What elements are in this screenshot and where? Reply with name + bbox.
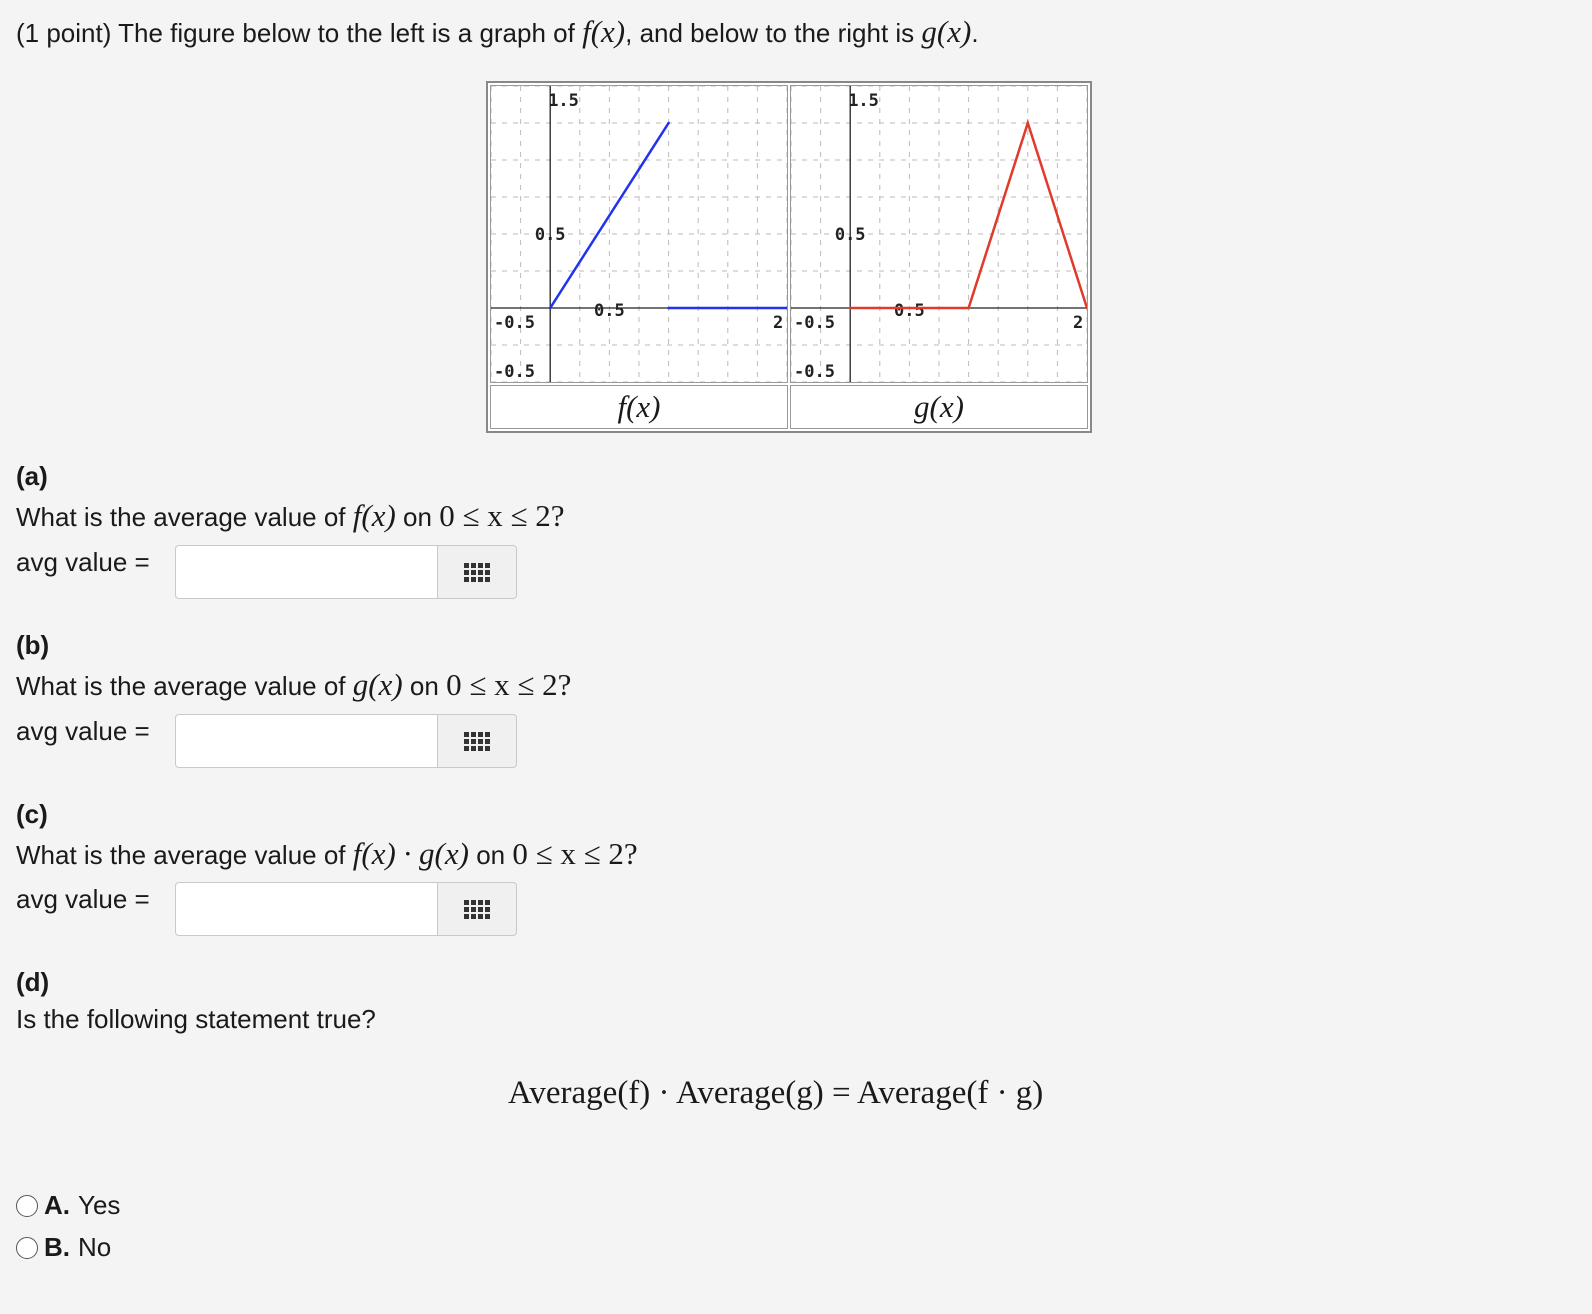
part-c-keypad-button[interactable]: [437, 882, 517, 936]
intro-middle: , and below to the right is: [625, 18, 915, 48]
f-tick-x-0-5: 0.5: [594, 301, 625, 321]
part-a-answer-input[interactable]: [175, 545, 437, 599]
g-tick-y-neg-0-5: -0.5: [794, 362, 835, 382]
part-a-q-range: 0 ≤ x ≤ 2?: [439, 498, 565, 533]
choice-b[interactable]: [16, 1232, 111, 1263]
intro-f-symbol: f(x): [582, 14, 626, 49]
part-a-keypad-button[interactable]: [437, 545, 517, 599]
part-b-label: (b): [16, 630, 50, 660]
choice-a-radio[interactable]: [16, 1195, 38, 1217]
f-series-group: [549, 122, 787, 310]
part-a-label: (a): [16, 461, 48, 491]
g-caption-cell: [790, 385, 1088, 429]
g-tick-x-0-5: 0.5: [894, 301, 925, 321]
f-tick-y-0-5: 0.5: [534, 225, 566, 245]
f-series-1-point-0: [667, 307, 670, 310]
part-b-keypad-button[interactable]: [437, 714, 517, 768]
part-c-q-range: 0 ≤ x ≤ 2?: [512, 836, 638, 871]
keypad-icon: [464, 900, 490, 919]
figure-table: [486, 81, 1092, 433]
part-c-q-func: f(x) · g(x): [352, 836, 469, 871]
g-tick-x-2: 2: [1073, 313, 1084, 333]
part-b-answer-input[interactable]: [175, 714, 437, 768]
g-series-0-point-2: [1027, 122, 1030, 125]
g-series-0: [850, 123, 1087, 308]
choice-b-text: No: [78, 1232, 112, 1262]
f-graph-cell: [490, 85, 788, 383]
g-tick-y-0-5: 0.5: [834, 225, 866, 245]
problem-intro: [16, 14, 979, 50]
part-d-statement: Average(f) · Average(g) = Average(f · g): [508, 1075, 1044, 1111]
part-b-q-prefix: What is the average value of: [16, 671, 346, 701]
f-series-0-point-1: [667, 122, 670, 125]
g-tick-1-5: 1.5: [848, 91, 879, 111]
part-a-q-func: f(x): [352, 498, 396, 533]
intro-prefix: (1 point) The figure below to the left is a graph of: [16, 18, 575, 48]
choice-a-letter: A.: [44, 1190, 70, 1220]
g-caption: g(x): [914, 389, 964, 424]
f-series-0-point-0: [549, 307, 552, 310]
keypad-icon: [464, 563, 490, 582]
part-c-label: (c): [16, 799, 48, 829]
part-a-q-on: on: [403, 502, 432, 532]
f-caption-cell: [490, 385, 788, 429]
g-graph: [791, 86, 1087, 382]
g-series-0-point-0: [849, 307, 852, 310]
keypad-icon: [464, 732, 490, 751]
part-b-question: [16, 667, 571, 703]
choice-a[interactable]: [16, 1190, 120, 1221]
part-d-label: (d): [16, 967, 50, 997]
g-series-0-point-1: [967, 307, 970, 310]
part-c-question: [16, 836, 638, 872]
part-b-q-func: g(x): [352, 667, 403, 702]
part-b-avg-label: avg value =: [16, 716, 150, 746]
g-graph-cell: [790, 85, 1088, 383]
part-c-answer-input[interactable]: [175, 882, 437, 936]
part-b-q-on: on: [409, 671, 439, 701]
f-tick-y-neg-0-5: -0.5: [494, 362, 535, 382]
f-tick-x-neg-0-5: -0.5: [494, 313, 535, 333]
part-b-q-range: 0 ≤ x ≤ 2?: [446, 667, 572, 702]
f-tick-1-5: 1.5: [548, 91, 579, 111]
choice-a-text: Yes: [78, 1190, 121, 1220]
g-series-group: [849, 122, 1087, 310]
part-c-avg-label: avg value =: [16, 884, 150, 914]
part-c-q-prefix: What is the average value of: [16, 840, 346, 870]
f-caption: f(x): [617, 389, 661, 424]
choice-b-radio[interactable]: [16, 1237, 38, 1259]
f-graph: [491, 86, 787, 382]
intro-g-symbol: g(x): [921, 14, 972, 49]
f-tick-x-2: 2: [773, 313, 784, 333]
g-tick-x-neg-0-5: -0.5: [794, 313, 835, 333]
part-a-question: [16, 498, 564, 534]
part-d-question: Is the following statement true?: [16, 1004, 376, 1034]
choice-b-letter: B.: [44, 1232, 70, 1262]
part-c-q-on: on: [476, 840, 506, 870]
part-a-q-prefix: What is the average value of: [16, 502, 346, 532]
f-series-0: [550, 123, 668, 308]
part-a-avg-label: avg value =: [16, 547, 150, 577]
intro-suffix: .: [971, 18, 979, 48]
